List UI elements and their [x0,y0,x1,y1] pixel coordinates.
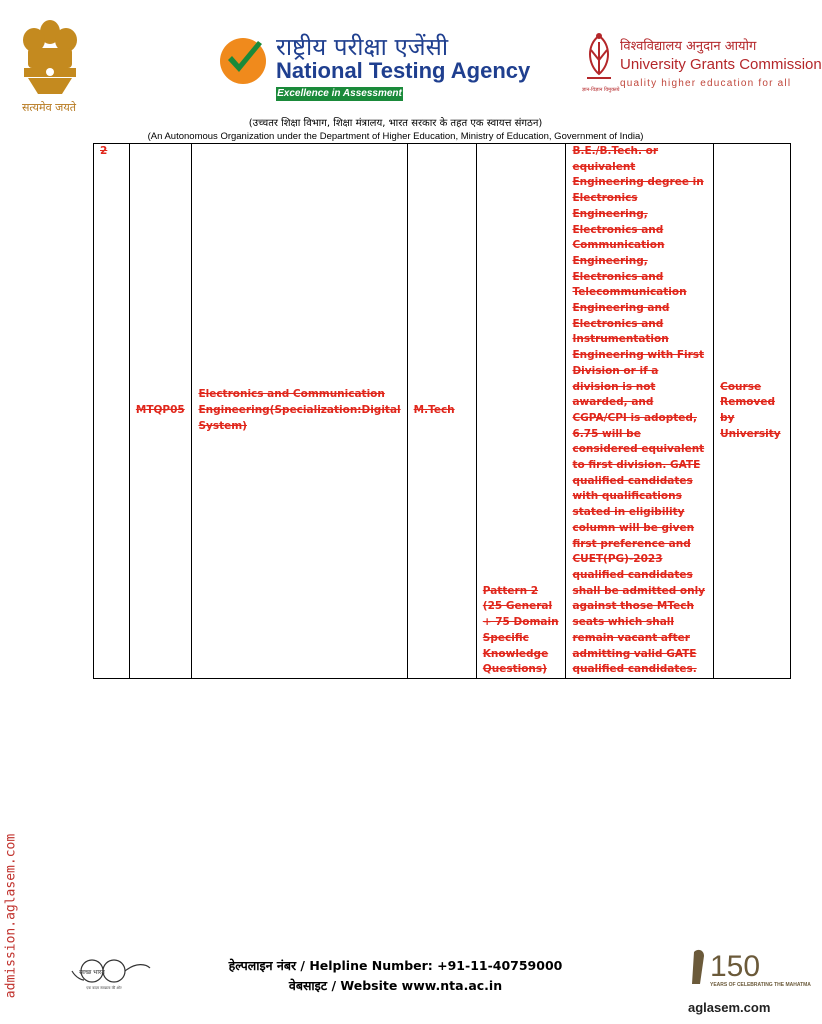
course-code-cell: MTQP05 [129,144,192,679]
pattern-cell: Pattern 2 (25 General + 75 Domain Specific Knowledge Questions) [476,144,566,679]
remarks-cell: Course Removed by University [714,144,791,679]
ugc-name-hindi: विश्वविद्यालय अनुदान आयोग [620,39,757,54]
nta-check-logo-icon [218,36,268,86]
brand-name: aglasem.com [688,1000,771,1015]
swachh-sub: एक कदम स्वच्छता की ओर [86,986,122,990]
gandhi-150-logo-icon [688,944,811,1004]
ugc-logo-icon [581,30,617,90]
organization-note-english: (An Autonomous Organization under the Department of Higher Education, Ministry of Education, Government of India) [147,131,644,142]
nta-tagline: Excellence in Assessment [277,88,402,99]
ugc-tagline: quality higher education for all [620,78,792,89]
degree-cell: M.Tech [407,144,476,679]
gandhi-150-text: YEARS OF CELEBRATING THE MAHATMA [710,982,811,988]
emblem-motto: सत्यमेव जयते [21,101,76,114]
nta-name-hindi: राष्ट्रीय परीक्षा एजेंसी [276,33,449,61]
table-row [94,144,791,679]
serial-number-cell: 2 [94,144,130,679]
helpline-number: हेल्पलाइन नंबर / Helpline Number: +91-11-40759000 [228,958,563,973]
gandhi-150-number: 150 [710,950,761,983]
watermark-text: admission.aglasem.com [3,833,19,999]
programme-cell: Electronics and Communication Engineering(Specialization:Digital System) [192,144,407,679]
website-address: वेबसाइट / Website www.nta.ac.in [288,978,503,993]
organization-note-hindi: (उच्चतर शिक्षा विभाग, शिक्षा मंत्रालय, भारत सरकार के तहत एक स्वायत्त संगठन) [248,118,543,129]
nta-name-english: National Testing Agency [276,58,531,83]
ugc-motto: ज्ञान-विज्ञान विमुक्तये [582,87,620,93]
swachh-label: स्वच्छ भारत [79,969,105,976]
ugc-name-english: University Grants Commission [620,56,822,73]
course-table [93,143,791,679]
eligibility-cell: B.E./B.Tech. or equivalent Engineering degree in Electronics Engineering, Electronics and Communication Engineering, Electronics and Telecommunication Engineering and Electronics and Instrumentation Engineering with First Division or if a division is not awarded, and CGPA/CPI is adopted, 6.75 will be considered equivalent to first division. GATE qualified candidates with qualifications stated in eligibility column will be given first preference and CUET(PG)-2023 qualified candidates shall be admitted only against those MTech seats which shall remain vacant after admitting valid GATE qualified candidates. [566,144,714,679]
